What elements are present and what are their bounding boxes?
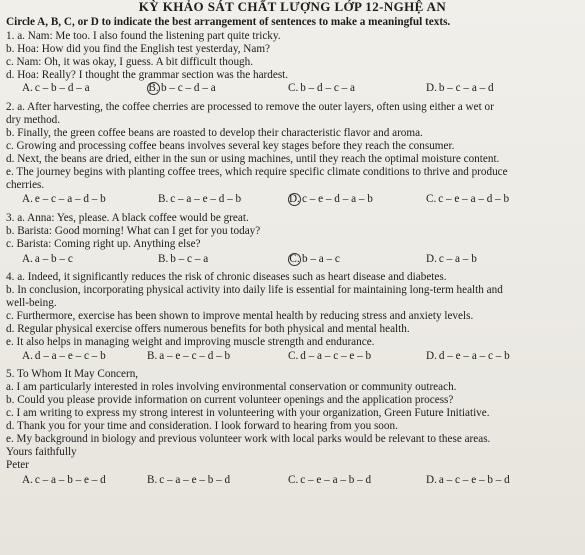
q1-line-b: b. Hoa: How did you find the English test yesterday, Nam? xyxy=(6,43,270,55)
q4-line-b: b. In conclusion, incorporating physical activity into daily life is essential for maintaining long-term health and xyxy=(6,284,503,296)
q2-option-d[interactable]: D. c – e – d – a – b xyxy=(289,193,373,205)
q4-option-a[interactable]: A. d – a – e – c – b xyxy=(22,350,106,362)
q2-line-e: e. The journey begins with planting coffee trees, which require specific climate conditions to thrive and produce xyxy=(6,166,508,178)
q2-option-b[interactable]: B. c – a – e – d – b xyxy=(158,193,242,205)
q5-option-b[interactable]: B. c – a – e – b – d xyxy=(147,474,231,486)
q5-signature: Peter xyxy=(6,459,29,471)
q4-line-a: 4. a. Indeed, it significantly reduces the risk of chronic diseases such as heart disease and diabetes. xyxy=(6,271,447,283)
q2-line-e-cont: cherries. xyxy=(6,179,45,191)
q5-option-a[interactable]: A. c – a – b – e – d xyxy=(22,474,106,486)
q4-option-b[interactable]: B. a – e – c – d – b xyxy=(147,350,231,362)
q1-option-c[interactable]: C. b – d – c – a xyxy=(288,82,355,94)
q3-line-a: 3. a. Anna: Yes, please. A black coffee would be great. xyxy=(6,212,249,224)
q5-salutation: 5. To Whom It May Concern, xyxy=(6,368,139,380)
q4-option-c[interactable]: C. d – a – c – e – b xyxy=(288,350,372,362)
q1-option-b[interactable]: B. b – c – d – a xyxy=(148,82,216,94)
q4-line-e: e. It also helps in managing weight and improving muscle strength and endurance. xyxy=(6,336,375,348)
q5-option-c[interactable]: C. c – e – a – b – d xyxy=(288,474,372,486)
page-title: KỲ KHẢO SÁT CHẤT LƯỢNG LỚP 12-NGHỆ AN xyxy=(138,0,447,14)
q3-options xyxy=(22,253,581,266)
q2-line-d: d. Next, the beans are dried, either in the sun or using machines, until they reach the optimal moisture content. xyxy=(6,153,500,165)
q2-options xyxy=(22,193,581,206)
q5-line-c: c. I am writing to express my strong interest in volunteering with your organization, Green Future Initiative. xyxy=(6,407,490,419)
q2-line-a: 2. a. After harvesting, the coffee cherries are processed to remove the outer layers, often using either a wet or xyxy=(6,101,494,113)
q5-line-e: e. My background in biology and previous volunteer work with local parks would be relevant to these areas. xyxy=(6,433,491,445)
q3-option-d[interactable]: D. c – a – b xyxy=(426,253,477,265)
q4-line-b-cont: well-being. xyxy=(6,297,57,309)
q2-line-c: c. Growing and processing coffee beans involves several key stages before they reach the consumer. xyxy=(6,140,455,152)
q2-line-b: b. Finally, the green coffee beans are roasted to develop their characteristic flavor and aroma. xyxy=(6,127,423,139)
q5-line-b: b. Could you please provide information on current volunteer openings and the application process? xyxy=(6,394,454,406)
q4-line-d: d. Regular physical exercise offers numerous benefits for both physical and mental health. xyxy=(6,323,410,335)
q5-line-d: d. Thank you for your time and consideration. I look forward to hearing from you soon. xyxy=(6,420,398,432)
q5-options xyxy=(22,474,581,487)
q1-option-a[interactable]: A. c – b – d – a xyxy=(22,82,90,94)
q5-closing: Yours faithfully xyxy=(6,446,77,458)
q4-options xyxy=(22,350,581,363)
q5-option-d[interactable]: D. a – c – e – b – d xyxy=(426,474,510,486)
q4-option-d[interactable]: D. d – e – a – c – b xyxy=(426,350,510,362)
instruction: Circle A, B, C, or D to indicate the best arrangement of sentences to make a meaningful texts. xyxy=(6,16,451,28)
q3-line-b: b. Barista: Good morning! What can I get for you today? xyxy=(6,225,261,237)
q5-line-a: a. I am particularly interested in roles involving environmental conservation or community outreach. xyxy=(6,381,457,393)
q2-option-c[interactable]: C. c – e – a – d – b xyxy=(426,193,510,205)
q1-line-d: d. Hoa: Really? I thought the grammar section was the hardest. xyxy=(6,69,289,81)
q1-line-c: c. Nam: Oh, it was okay, I guess. A bit difficult though. xyxy=(6,56,254,68)
q2-line-a-cont: dry method. xyxy=(6,114,61,126)
q3-option-b[interactable]: B. b – c – a xyxy=(158,253,209,265)
q3-line-c: c. Barista: Coming right up. Anything else? xyxy=(6,238,201,250)
q1-option-d[interactable]: D. b – c – a – d xyxy=(426,82,494,94)
q1-line-a: 1. a. Nam: Me too. I also found the listening part quite tricky. xyxy=(6,30,281,42)
q4-line-c: c. Furthermore, exercise has been shown to improve mental health by reducing stress and anxiety levels. xyxy=(6,310,474,322)
q2-option-a[interactable]: A. e – c – a – d – b xyxy=(22,193,106,205)
q1-options xyxy=(22,82,581,95)
q3-option-c[interactable]: C. b – a – c xyxy=(289,253,340,265)
q3-option-a[interactable]: A. a – b – c xyxy=(22,253,73,265)
